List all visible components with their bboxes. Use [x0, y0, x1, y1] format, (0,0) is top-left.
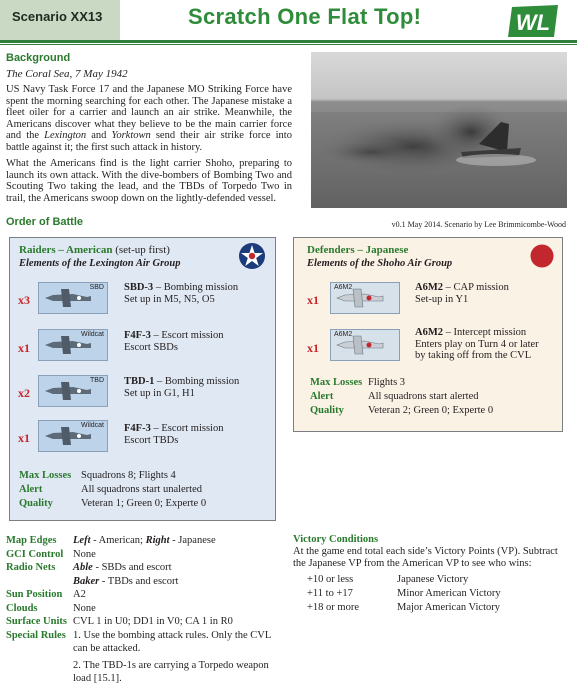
defenders-title: Defenders – Japanese [307, 244, 409, 256]
header [0, 0, 577, 46]
scenario-credit: v0.1 May 2014. Scenario by Lee Brimmicombe-Wood [391, 220, 566, 229]
counter-label: TBD [90, 377, 104, 384]
plane-icon [335, 334, 385, 356]
unit-entry: F4F-3 – Escort mission Escort SBDs [124, 330, 224, 353]
defenders-box [293, 237, 563, 432]
scenario-number: Scenario XX13 [12, 9, 103, 24]
unit-entry: A6M2 – Intercept mission Enters play on Turn 4 or later by taking off from the CVL [415, 327, 539, 361]
unit-entry: SBD-3 – Bombing mission Set up in M5, N5, O5 [124, 282, 239, 305]
wildcat-counter [38, 329, 108, 361]
unit-multiplier: x3 [18, 293, 30, 307]
counter-label: Wildcat [81, 422, 104, 429]
a6m2-counter [330, 282, 400, 314]
background-paragraph-2: What the Americans find is the light carrier Shoho, preparing to launch its own attack. With the dive-bombers of Bombing Two and Scouting Two taking the lead, and the TBDs of Torpedo Two in trail, the Americans swoop down on the lightly-defended vessel. [6, 158, 292, 204]
victory-text: At the game end total each side’s Victory Points (VP). Subtract the Japanese VP from the American VP to see who wins: [293, 546, 558, 569]
plane-icon [335, 287, 385, 309]
wildcat-counter [38, 420, 108, 452]
us-roundel-icon [238, 242, 266, 273]
defenders-subtitle: Elements of the Shoho Air Group [307, 258, 453, 269]
unit-multiplier: x1 [18, 431, 30, 445]
wl-logo [506, 3, 562, 39]
plane-icon [43, 287, 93, 309]
carrier-photo [311, 52, 567, 208]
raiders-title: Raiders – American (set-up first) [19, 244, 170, 256]
victory-conditions [293, 534, 569, 615]
defenders-stats: Max Losses Flights 3 Alert All squadrons start alerted Quality Veteran 2; Green 0; Experte 0 [310, 377, 494, 416]
background-paragraph-1: US Navy Task Force 17 and the Japanese MO Striking Force have spent the morning searching for each other. The Japanese mistake a fleet oiler for a carrier and launch an air strike. Meanwhile, the Americans discover what they believe to be the main carrier force and the Lexington and Yorktown send their air strike force into battle against it; the first such attack in history. [6, 84, 292, 153]
plane-icon [43, 425, 93, 447]
unit-entry: A6M2 – CAP mission Set-up in Y1 [415, 282, 509, 305]
svg-text:WL: WL [515, 10, 551, 35]
victory-table: +10 or less Japanese Victory +11 to +17 Minor American Victory +18 or more Major American Victory [307, 574, 501, 613]
order-of-battle-heading: Order of Battle [6, 216, 84, 228]
background-heading: Background [6, 52, 71, 64]
header-rule [0, 40, 577, 43]
counter-label: A6M2 [334, 284, 353, 291]
header-rule-thin [0, 44, 577, 45]
tbd-counter [38, 375, 108, 407]
background-subheading: The Coral Sea, 7 May 1942 [6, 68, 128, 80]
counter-label: SBD [89, 284, 104, 291]
unit-multiplier: x1 [18, 341, 30, 355]
counter-label: A6M2 [334, 331, 353, 338]
raiders-subtitle: Elements of the Lexington Air Group [19, 258, 181, 269]
unit-entry: F4F-3 – Escort mission Escort TBDs [124, 423, 224, 446]
plane-icon [43, 380, 93, 402]
hinomaru-icon [530, 244, 554, 271]
page-title: Scratch One Flat Top! [188, 4, 422, 29]
raiders-box [9, 237, 276, 521]
a6m2-counter [330, 329, 400, 361]
sbd-counter [38, 282, 108, 314]
unit-multiplier: x1 [307, 341, 319, 355]
unit-multiplier: x1 [307, 293, 319, 307]
plane-icon [43, 334, 93, 356]
counter-label: Wildcat [81, 331, 104, 338]
raiders-stats: Max Losses Squadrons 8; Flights 4 Alert All squadrons start unalerted Quality Veteran 1; Green 0; Experte 0 [19, 470, 207, 509]
unit-entry: TBD-1 – Bombing mission Set up in G1, H1 [124, 376, 240, 399]
scenario-conditions: Map Edges Left - American; Right - Japanese GCI Control None Radio Nets Able - SBDs and escort Baker - TBDs and escort Sun Position A2 Clouds None Surface Units CVL 1 in U0; DD1 in V0; CA 1 in R0 Special Rules 1. Use the bombing attack rules. Only the CVL can be attacked. 2. The TBD-1s are carrying a Torpedo weapon load [15.1]. [6, 535, 272, 684]
unit-multiplier: x2 [18, 386, 30, 400]
victory-heading: Victory Conditions [293, 534, 379, 545]
